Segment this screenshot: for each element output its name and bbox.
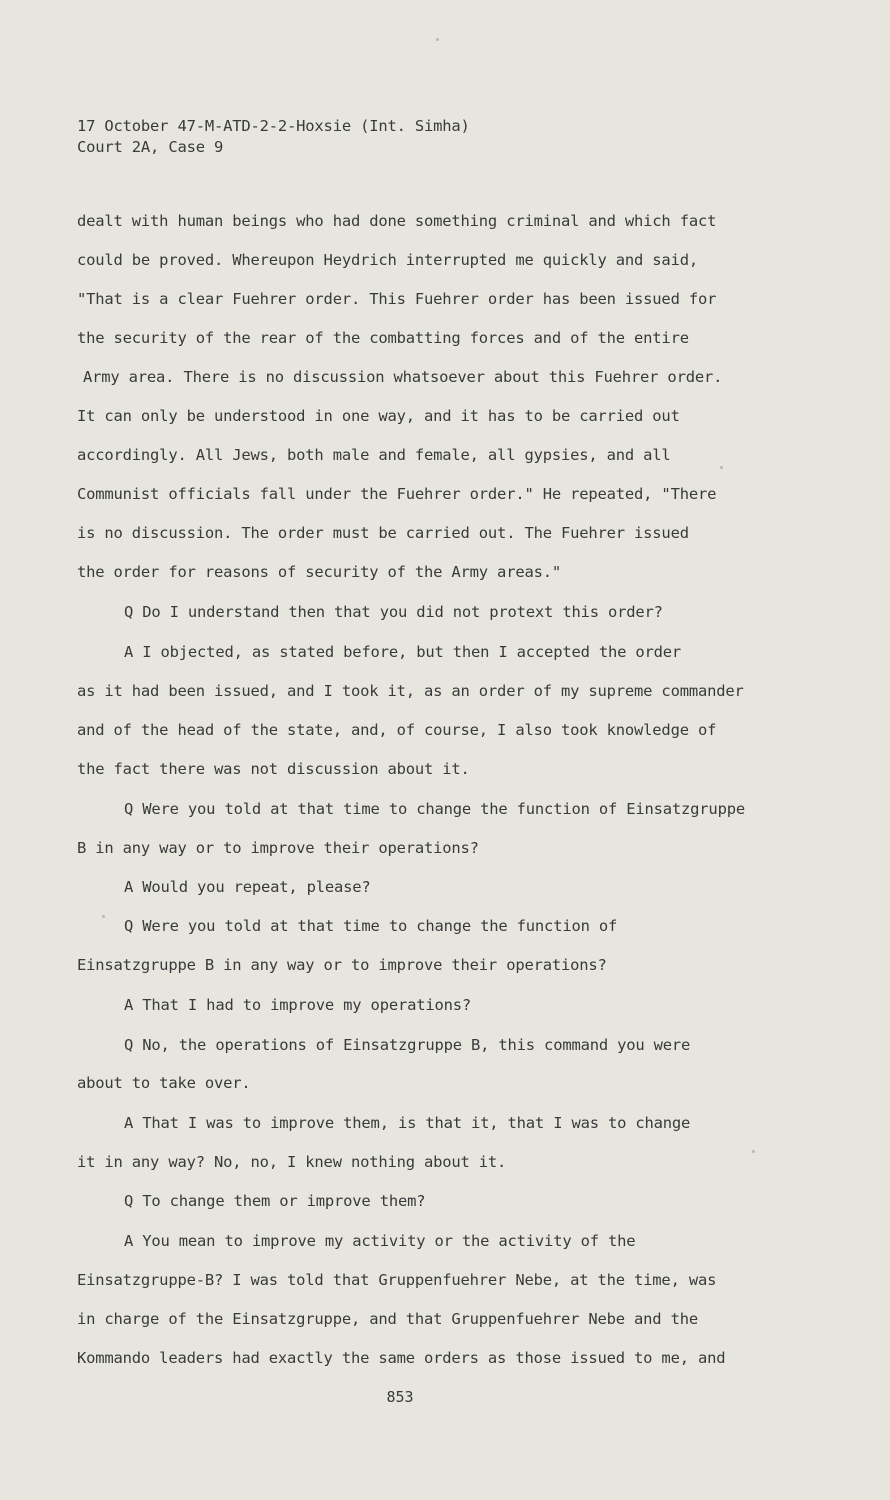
text-line: the security of the rear of the combatting forces and of the entire <box>77 329 689 347</box>
text-line: it in any way? No, no, I knew nothing about it. <box>77 1153 507 1171</box>
text-line: in charge of the Einsatzgruppe, and that Gruppenfuehrer Nebe and the <box>77 1310 698 1328</box>
text-line: about to take over. <box>77 1074 251 1092</box>
text-line: B in any way or to improve their operations? <box>77 839 479 857</box>
text-line: "That is a clear Fuehrer order. This Fuehrer order has been issued for <box>77 290 717 308</box>
text-line: Q Do I understand then that you did not protext this order? <box>124 603 663 621</box>
text-line: accordingly. All Jews, both male and female, all gypsies, and all <box>77 446 671 464</box>
text-line: Kommando leaders had exactly the same orders as those issued to me, and <box>77 1349 726 1367</box>
text-line: Q No, the operations of Einsatzgruppe B, this command you were <box>124 1036 691 1054</box>
text-line: Q Were you told at that time to change the function of <box>124 917 618 935</box>
header-line-1: 17 October 47-M-ATD-2-2-Hoxsie (Int. Simha) <box>77 117 470 135</box>
paper-speck <box>752 1150 755 1153</box>
text-line: Q To change them or improve them? <box>124 1192 426 1210</box>
text-line: Einsatzgruppe-B? I was told that Gruppenfuehrer Nebe, at the time, was <box>77 1271 717 1289</box>
text-line: A You mean to improve my activity or the activity of the <box>124 1232 636 1250</box>
paper-speck <box>436 38 439 41</box>
text-line: dealt with human beings who had done something criminal and which fact <box>77 212 717 230</box>
text-line: the order for reasons of security of the Army areas." <box>77 563 561 581</box>
text-line: Communist officials fall under the Fuehrer order." He repeated, "There <box>77 485 717 503</box>
text-line: is no discussion. The order must be carried out. The Fuehrer issued <box>77 524 689 542</box>
text-line: A That I had to improve my operations? <box>124 996 472 1014</box>
page-number: 853 <box>386 1388 414 1406</box>
text-line: Einsatzgruppe B in any way or to improve their operations? <box>77 956 607 974</box>
text-line: could be proved. Whereupon Heydrich interrupted me quickly and said, <box>77 251 698 269</box>
document-header <box>77 116 470 158</box>
text-line: and of the head of the state, and, of course, I also took knowledge of <box>77 721 717 739</box>
text-line: A Would you repeat, please? <box>124 878 371 896</box>
header-line-2: Court 2A, Case 9 <box>77 138 224 156</box>
text-line: as it had been issued, and I took it, as an order of my supreme commander <box>77 682 744 700</box>
text-line: A I objected, as stated before, but then I accepted the order <box>124 643 682 661</box>
text-line: Q Were you told at that time to change the function of Einsatzgruppe <box>124 800 745 818</box>
paper-speck <box>102 915 105 918</box>
text-line: the fact there was not discussion about it. <box>77 760 470 778</box>
text-line: It can only be understood in one way, and it has to be carried out <box>77 407 680 425</box>
text-line: Army area. There is no discussion whatsoever about this Fuehrer order. <box>83 368 723 386</box>
paper-speck <box>720 466 723 469</box>
text-line: A That I was to improve them, is that it, that I was to change <box>124 1114 691 1132</box>
